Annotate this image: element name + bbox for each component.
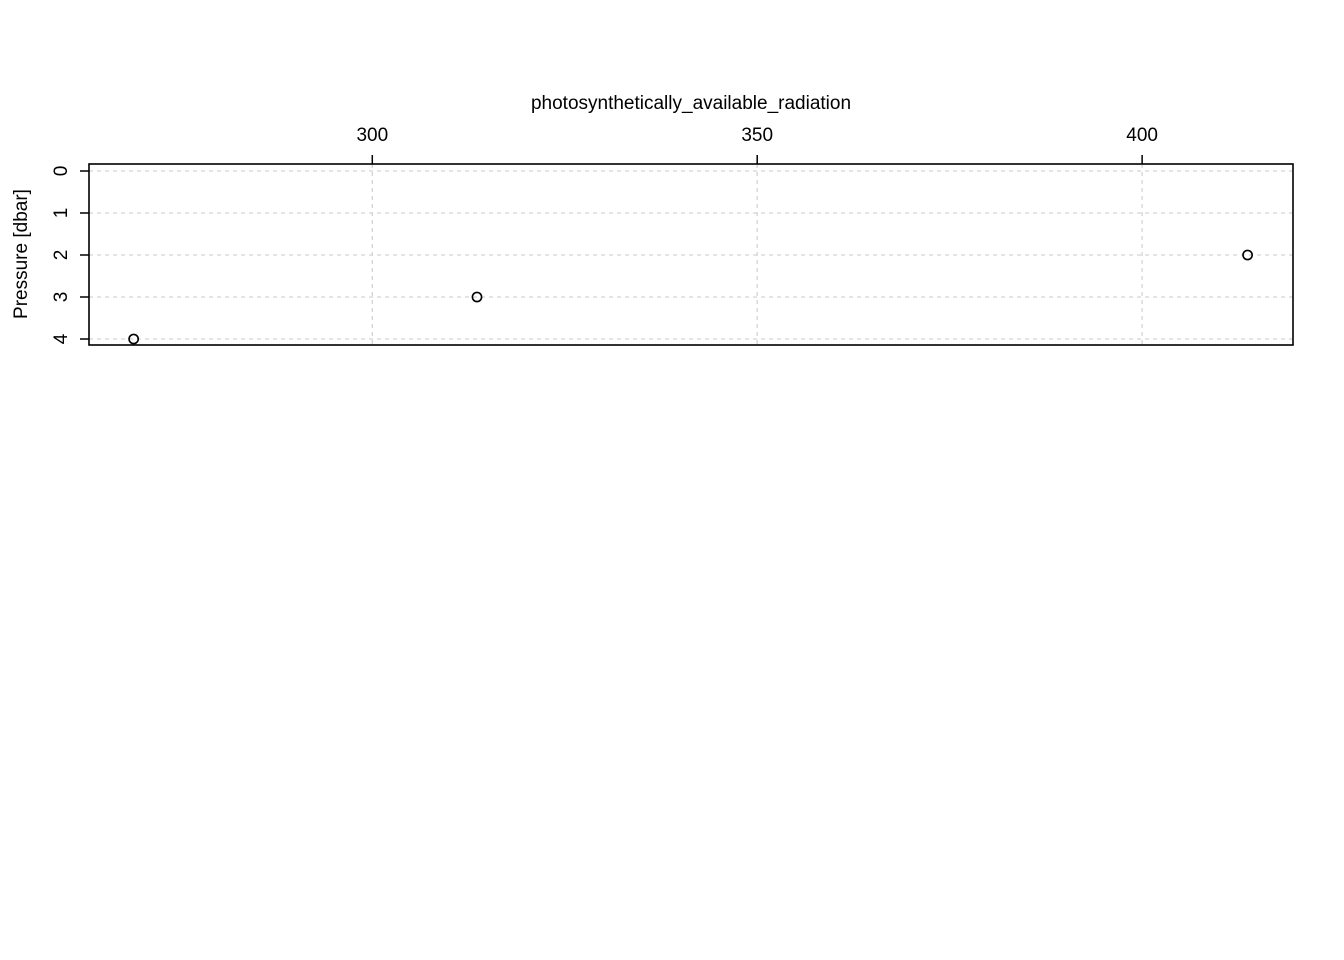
grid-layer — [89, 164, 1293, 345]
y-tick-label-0: 0 — [51, 165, 72, 177]
x-tick-label-300: 300 — [356, 125, 389, 146]
tick-layer — [80, 155, 1142, 339]
x-tick-label-400: 400 — [1126, 125, 1158, 146]
y-tick-label-1: 1 — [51, 207, 72, 219]
y-axis-title: Pressure [dbar] — [11, 189, 32, 319]
x-tick-label-350: 350 — [741, 125, 774, 146]
x-axis-title: photosynthetically_available_radiation — [530, 93, 852, 114]
y-tick-label-3: 3 — [51, 291, 72, 303]
y-tick-label-2: 2 — [51, 249, 72, 261]
label-layer — [51, 125, 1158, 344]
y-tick-label-4: 4 — [51, 333, 72, 345]
